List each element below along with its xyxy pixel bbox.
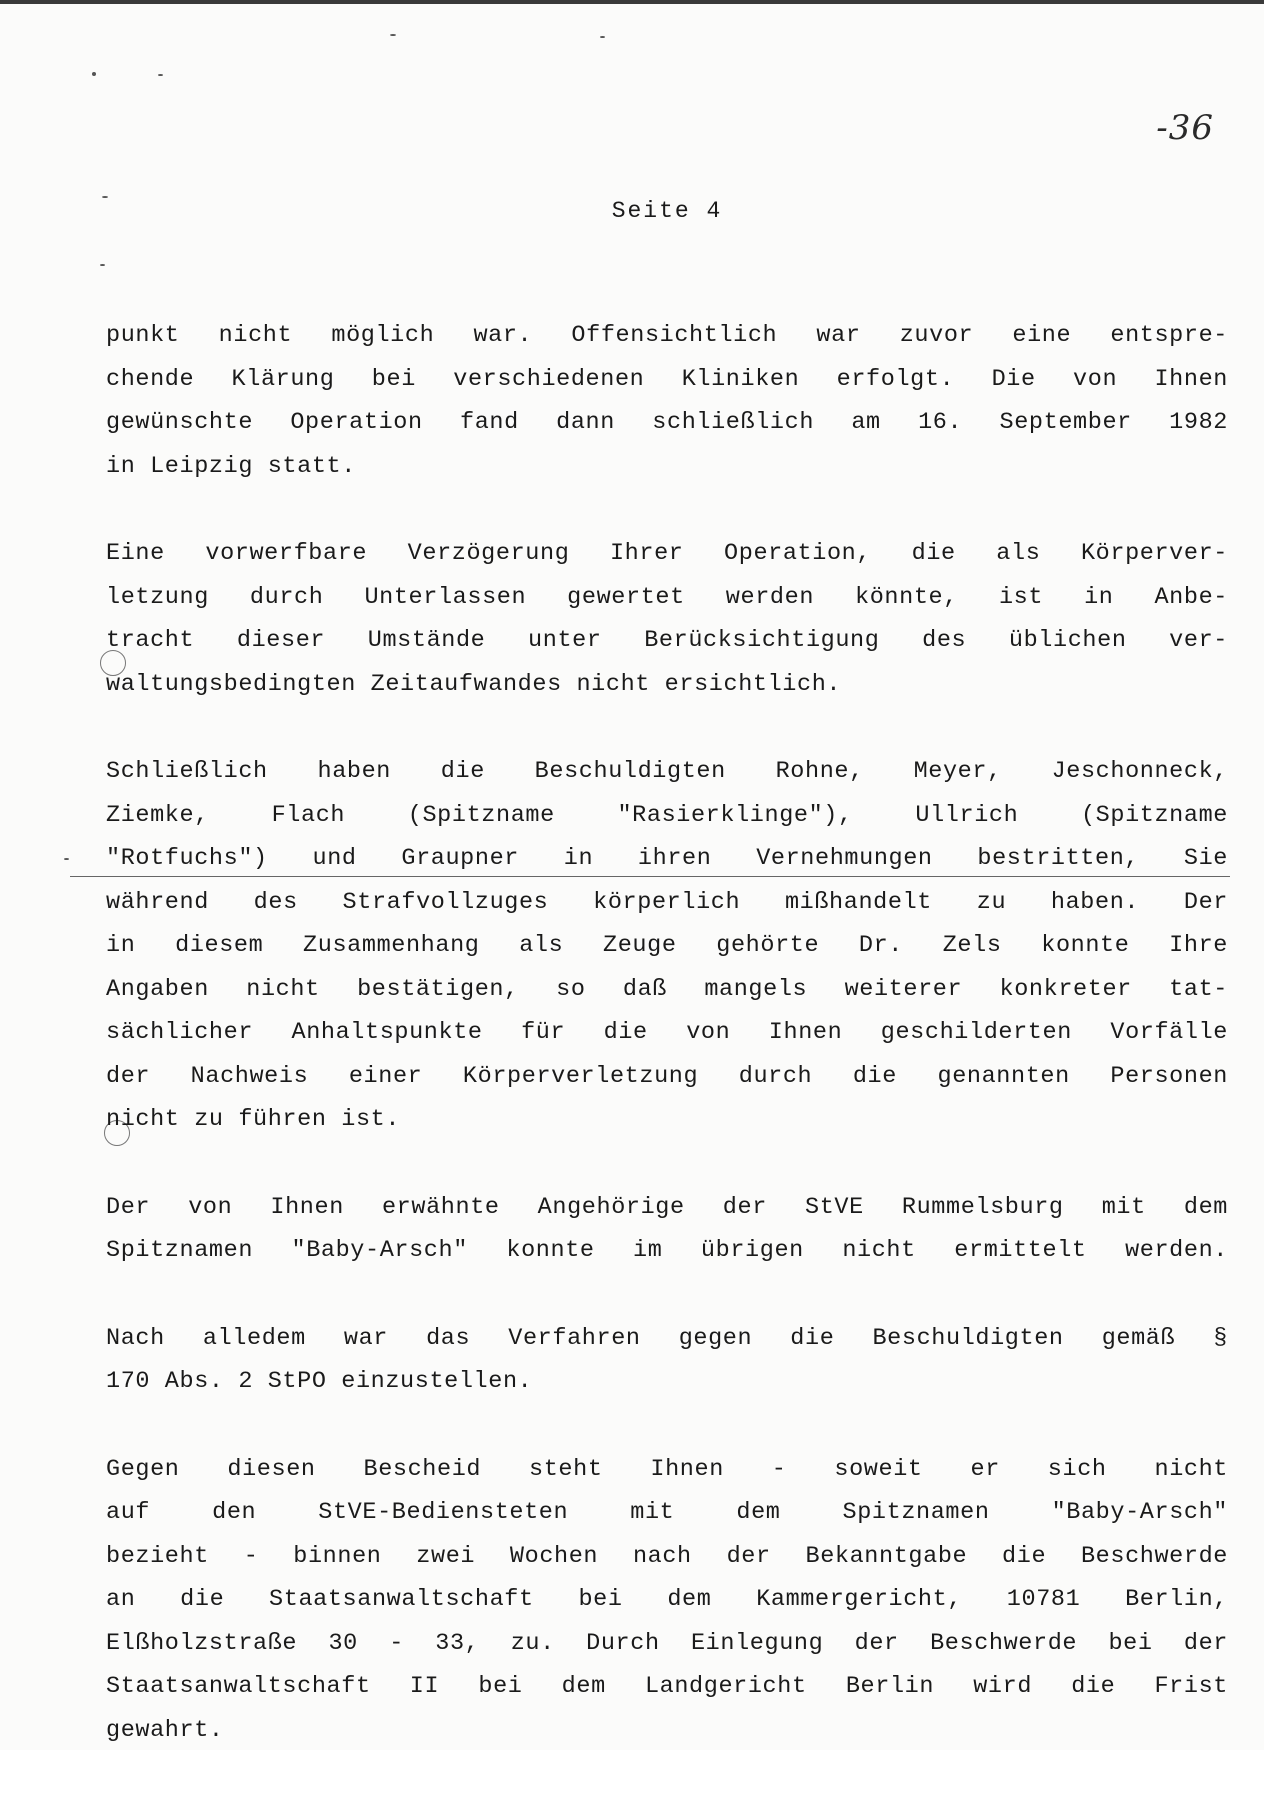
text-line: waltungsbedingten Zeitaufwandes nicht ersichtlich. [106,670,842,698]
scan-top-edge [0,0,1264,4]
text-line: nicht zu führen ist. [106,1106,401,1133]
scan-speck [100,264,105,266]
text-line: Schließlich haben die Beschuldigten Rohne, Meyer, Jeschonneck, [106,758,1228,785]
text-line: sächlicher Anhaltspunkte für die von Ihnen geschilderten Vorfälle [106,1019,1228,1046]
page-header: Seite 4 [611,198,723,224]
scan-speck [600,36,605,38]
paragraph [106,1317,1228,1404]
paragraph [106,1448,1228,1753]
letter-body [106,314,1228,1796]
text-line: auf den StVE-Bediensteten mit dem Spitznamen "Baby-Arsch" [106,1499,1228,1526]
scan-speck [64,858,69,860]
scan-speck [92,72,96,76]
text-line: Nach alledem war das Verfahren gegen die Beschuldigten gemäß § [106,1324,1228,1352]
text-line: der Nachweis einer Körperverletzung durch die genannten Personen [106,1062,1228,1090]
text-line: gewünschte Operation fand dann schließlich am 16. September 1982 [106,409,1228,436]
scan-speck [158,74,163,76]
text-line: Elßholzstraße 30 - 33, zu. Durch Einlegung der Beschwerde bei der [106,1629,1228,1657]
text-line: in Leipzig statt. [106,452,356,480]
text-line: Ziemke, Flach (Spitzname "Rasierklinge"), Ullrich (Spitzname [106,801,1228,829]
text-line: Staatsanwaltschaft II bei dem Landgericht Berlin wird die Frist [106,1673,1228,1700]
text-line: an die Staatsanwaltschaft bei dem Kammergericht, 10781 Berlin, [106,1586,1228,1613]
text-line: Eine vorwerfbare Verzögerung Ihrer Operation, die als Körperver- [106,540,1228,567]
handwritten-page-number: -36 [1156,108,1214,148]
text-line: Gegen diesen Bescheid steht Ihnen - soweit er sich nicht [106,1455,1228,1483]
paragraph [106,1186,1228,1273]
text-line: in diesem Zusammenhang als Zeuge gehörte Dr. Zels konnte Ihre [106,932,1228,959]
text-line: Spitznamen "Baby-Arsch" konnte im übrigen nicht ermittelt werden. [106,1237,1228,1264]
paragraph [106,750,1228,1142]
text-line: 170 Abs. 2 StPO einzustellen. [106,1368,533,1395]
text-line: Der von Ihnen erwähnte Angehörige der StVE Rummelsburg mit dem [106,1193,1228,1221]
text-line: chende Klärung bei verschiedenen Kliniken erfolgt. Die von Ihnen [106,365,1228,393]
text-line: punkt nicht möglich war. Offensichtlich war zuvor eine entspre- [106,322,1228,349]
text-line: während des Strafvollzuges körperlich mißhandelt zu haben. Der [106,888,1228,916]
paragraph [106,314,1228,488]
scan-speck [390,34,396,36]
text-line: gewahrt. [106,1716,224,1744]
text-line: tracht dieser Umstände unter Berücksichtigung des üblichen ver- [106,627,1228,654]
text-line: bezieht - binnen zwei Wochen nach der Bekanntgabe die Beschwerde [106,1542,1228,1570]
paragraph [106,532,1228,706]
text-line: "Rotfuchs") und Graupner in ihren Vernehmungen bestritten, Sie [106,845,1228,872]
text-line: letzung durch Unterlassen gewertet werden könnte, ist in Anbe- [106,583,1228,611]
text-line: Angaben nicht bestätigen, so daß mangels weiterer konkreter tat- [106,975,1228,1003]
